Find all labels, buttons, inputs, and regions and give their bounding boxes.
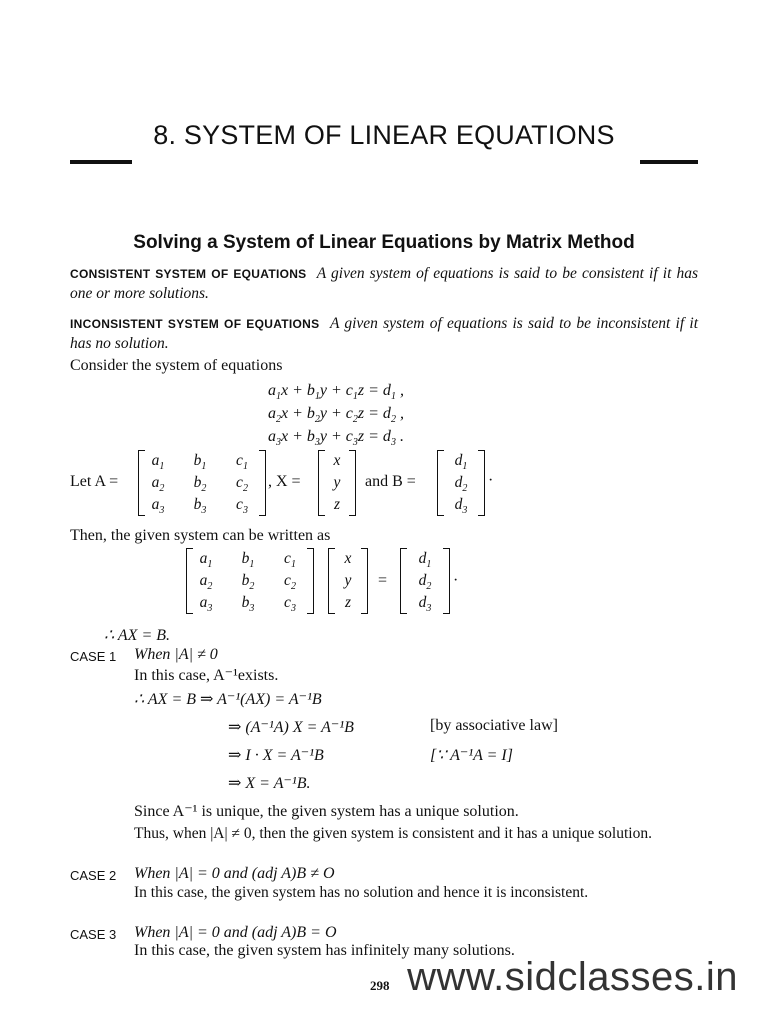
case1-step3-note: [∵ A⁻¹A = I] xyxy=(430,747,513,764)
consistent-label: CONSISTENT SYSTEM OF EQUATIONS xyxy=(70,267,307,281)
page-number: 298 xyxy=(370,978,390,993)
case1-step2: ⇒ (A⁻¹A) X = A⁻¹B xyxy=(228,719,354,736)
matrix-b: $d_1$ $d_2$ $d_3$ xyxy=(437,450,485,516)
case2-condition: When |A| = 0 and (adj A)B ≠ O xyxy=(134,865,335,882)
matrix-a: $a_1$ $b_1$ $c_1$ $a_2$ $b_2$ $c_2$ $a_3$ $b_3$ $c_3$ xyxy=(138,450,266,516)
case1-step3: ⇒ I · X = A⁻¹B xyxy=(228,747,324,764)
matrix-x: x y z xyxy=(318,450,356,516)
heading-rule-left xyxy=(70,160,132,164)
case2-text: In this case, the given system has no solution and hence it is inconsistent. xyxy=(134,884,589,901)
case1-step4: ⇒ X = A⁻¹B. xyxy=(228,775,311,792)
equation-1: $a_1x + b_1y + c_1z = d_1$ , xyxy=(268,382,404,403)
inconsistent-text: A given system of equations is said to be inconsistent if it has no solution. xyxy=(70,315,699,352)
matrix-a-2: $a_1$ $b_1$ $c_1$ $a_2$ $b_2$ $c_2$ $a_3$ $b_3$ $c_3$ xyxy=(186,548,314,614)
inconsistent-definition xyxy=(70,314,698,354)
matrix-b-2: $d_1$ $d_2$ $d_3$ xyxy=(400,548,450,614)
case1-condition: When |A| ≠ 0 xyxy=(134,646,218,663)
consistent-definition xyxy=(70,264,698,304)
ax-equals-b: ∴ AX = B. xyxy=(104,627,171,644)
case1-step2-note: [by associative law] xyxy=(430,717,558,734)
case3-label: CASE 3 xyxy=(70,927,117,942)
equals-sign: = xyxy=(378,572,388,589)
then-text: Then, the given system can be written as xyxy=(70,527,331,544)
case1-label: CASE 1 xyxy=(70,649,117,664)
heading-rule-right xyxy=(640,160,698,164)
case3-condition: When |A| = 0 and (adj A)B = O xyxy=(134,924,337,941)
watermark: www.sidclasses.in xyxy=(407,955,738,999)
case1-since: Since A⁻¹ is unique, the given system has a unique solution. xyxy=(134,803,519,820)
period: · xyxy=(488,472,494,489)
case3-text: In this case, the given system has infinitely many solutions. xyxy=(134,942,515,959)
matrix-x-2: x y z xyxy=(328,548,368,614)
let-a-label: Let A = xyxy=(70,473,119,490)
case1-line1: In this case, A⁻¹exists. xyxy=(134,667,279,684)
equation-2: $a_2x + b_2y + c_2z = d_2$ , xyxy=(268,405,404,426)
x-label: , X = xyxy=(268,473,301,490)
and-b-label: and B = xyxy=(365,473,416,490)
case1-step1: ∴ AX = B ⇒ A⁻¹(AX) = A⁻¹B xyxy=(134,691,322,708)
equation-3: $a_3x + b_3y + c_3z = d_3$ . xyxy=(268,428,404,449)
consistent-text: A given system of equations is said to be consistent if it has one or more solutions. xyxy=(70,265,699,302)
case2-label: CASE 2 xyxy=(70,868,117,883)
section-title: Solving a System of Linear Equations by Matrix Method xyxy=(133,232,635,253)
consider-text: Consider the system of equations xyxy=(70,357,283,374)
case1-thus: Thus, when |A| ≠ 0, then the given system is consistent and it has a unique solution. xyxy=(134,825,652,842)
period-2: · xyxy=(453,572,459,589)
inconsistent-label: INCONSISTENT SYSTEM OF EQUATIONS xyxy=(70,317,320,331)
chapter-title: 8. SYSTEM OF LINEAR EQUATIONS xyxy=(153,120,615,150)
